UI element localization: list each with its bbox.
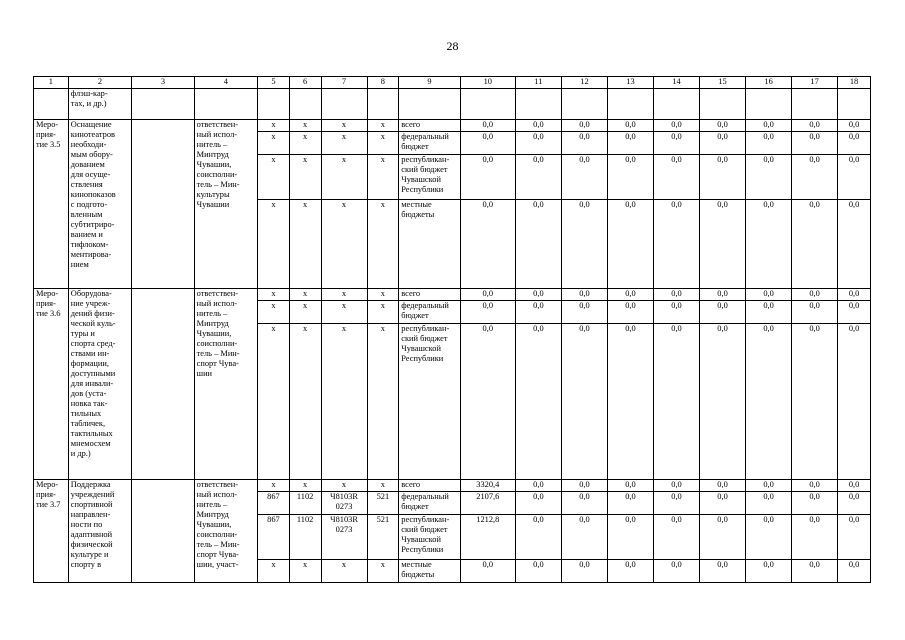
event-name: Поддержка учреждений спортивной направлен- ности по адаптивной физической культуре и спорту в xyxy=(68,480,131,583)
funding-source: федеральный бюджет xyxy=(399,492,460,515)
value-col-18: 0,0 xyxy=(838,324,871,480)
value-col-14: 0,0 xyxy=(653,324,699,480)
value-col-16: 0,0 xyxy=(746,324,792,480)
value-col-13: 0,0 xyxy=(607,324,653,480)
value-col-18: 0,0 xyxy=(838,301,871,324)
column-header-4: 4 xyxy=(194,77,257,89)
expense-code: 521 xyxy=(367,515,399,560)
value-col-17: 0,0 xyxy=(792,324,838,480)
empty-cell-3 xyxy=(132,480,194,583)
event-name: Оборудова- ние учреж- дений физи- ческой куль- туры и спорта сред- ствами ин- формации, доступными для инвали- дов (уста- новка так- тильных табличек, тактильных мнемосхем и др.) xyxy=(68,289,131,480)
value-col-11: 0,0 xyxy=(515,301,561,324)
executor: ответствен- ный испол- нитель – Минтруд Чувашии, соисполни- тель – Мин- спорт Чува- шии, участ- xyxy=(194,480,257,583)
value-col-16: 0,0 xyxy=(746,480,792,492)
grbs-code: х xyxy=(258,132,290,155)
value-col-16: 0,0 xyxy=(746,301,792,324)
funding-source: республикан- ский бюджет Чувашской Республики xyxy=(399,324,460,480)
value-col-10: 1212,8 xyxy=(460,515,515,560)
value-col-11: 0,0 xyxy=(515,120,561,132)
value-col-11: 0,0 xyxy=(515,560,561,583)
column-header-1: 1 xyxy=(34,77,69,89)
value-col-15: 0,0 xyxy=(700,515,746,560)
value-col-16: 0,0 xyxy=(746,200,792,289)
value-col-15: 0,0 xyxy=(700,324,746,480)
value-col-14: 0,0 xyxy=(653,492,699,515)
value-col-10: 3320,4 xyxy=(460,480,515,492)
value-col-17: 0,0 xyxy=(792,492,838,515)
funding-source: республикан- ский бюджет Чувашской Республики xyxy=(399,155,460,200)
column-header-18: 18 xyxy=(838,77,871,89)
column-header-3: 3 xyxy=(132,77,194,89)
value-col-11: 0,0 xyxy=(515,200,561,289)
funding-source: федеральный бюджет xyxy=(399,301,460,324)
value-col-11: 0,0 xyxy=(515,492,561,515)
value-col-14: 0,0 xyxy=(653,120,699,132)
value-col-13: 0,0 xyxy=(607,492,653,515)
event-number: Меро- прия- тие 3.6 xyxy=(34,289,69,480)
value-col-12: 0,0 xyxy=(561,132,607,155)
expense-code: 521 xyxy=(367,492,399,515)
column-header-2: 2 xyxy=(68,77,131,89)
continuation-cell-1 xyxy=(34,89,69,120)
funding-source: всего xyxy=(399,120,460,132)
funding-source: всего xyxy=(399,289,460,301)
value-col-16: 0,0 xyxy=(746,155,792,200)
value-col-14: 0,0 xyxy=(653,132,699,155)
expense-code: х xyxy=(367,120,399,132)
value-col-14: 0,0 xyxy=(653,560,699,583)
value-col-11: 0,0 xyxy=(515,132,561,155)
value-col-12: 0,0 xyxy=(561,301,607,324)
value-col-12: 0,0 xyxy=(561,155,607,200)
value-col-10: 0,0 xyxy=(460,324,515,480)
value-col-11: 0,0 xyxy=(515,480,561,492)
value-col-17: 0,0 xyxy=(792,301,838,324)
event-name: Оснащение кинотеатров необходи- мым обору- дованием для осуще- ствления кинопоказов с подгото- вленным субтитриро- ванием и тифлоком- ментирова- нием xyxy=(68,120,131,289)
section-code: х xyxy=(289,155,321,200)
grbs-code: х xyxy=(258,480,290,492)
target-code: х xyxy=(321,560,367,583)
value-col-10: 2107,6 xyxy=(460,492,515,515)
section-code: х xyxy=(289,132,321,155)
funding-source: местные бюджеты xyxy=(399,200,460,289)
value-col-18: 0,0 xyxy=(838,560,871,583)
column-header-5: 5 xyxy=(258,77,290,89)
section-code: х xyxy=(289,289,321,301)
column-header-10: 10 xyxy=(460,77,515,89)
value-col-13: 0,0 xyxy=(607,120,653,132)
value-col-10: 0,0 xyxy=(460,155,515,200)
budget-table xyxy=(33,76,871,583)
executor: ответствен- ный испол- нитель – Минтруд Чувашии, соисполни- тель – Мин- спорт Чува- шии xyxy=(194,289,257,480)
expense-code: х xyxy=(367,301,399,324)
value-col-14: 0,0 xyxy=(653,155,699,200)
value-col-13: 0,0 xyxy=(607,132,653,155)
value-col-16: 0,0 xyxy=(746,515,792,560)
section-code: х xyxy=(289,120,321,132)
value-col-14: 0,0 xyxy=(653,301,699,324)
value-col-17: 0,0 xyxy=(792,515,838,560)
value-col-12: 0,0 xyxy=(561,200,607,289)
empty-cell-3 xyxy=(132,120,194,289)
column-header-6: 6 xyxy=(289,77,321,89)
value-col-15: 0,0 xyxy=(700,132,746,155)
funding-source: всего xyxy=(399,480,460,492)
expense-code: х xyxy=(367,324,399,480)
value-col-16: 0,0 xyxy=(746,120,792,132)
value-col-16: 0,0 xyxy=(746,132,792,155)
value-col-12: 0,0 xyxy=(561,492,607,515)
value-col-12: 0,0 xyxy=(561,480,607,492)
column-header-15: 15 xyxy=(700,77,746,89)
target-code: Ч8103R 0273 xyxy=(321,515,367,560)
grbs-code: 867 xyxy=(258,515,290,560)
target-code: х xyxy=(321,155,367,200)
section-code: х xyxy=(289,560,321,583)
empty-cell-3 xyxy=(132,289,194,480)
funding-source: республикан- ский бюджет Чувашской Республики xyxy=(399,515,460,560)
value-col-10: 0,0 xyxy=(460,132,515,155)
target-code: х xyxy=(321,324,367,480)
value-col-18: 0,0 xyxy=(838,289,871,301)
value-col-10: 0,0 xyxy=(460,560,515,583)
value-col-13: 0,0 xyxy=(607,560,653,583)
value-col-11: 0,0 xyxy=(515,155,561,200)
target-code: х xyxy=(321,200,367,289)
value-col-14: 0,0 xyxy=(653,289,699,301)
value-col-10: 0,0 xyxy=(460,200,515,289)
column-header-17: 17 xyxy=(792,77,838,89)
value-col-14: 0,0 xyxy=(653,480,699,492)
grbs-code: х xyxy=(258,200,290,289)
value-col-13: 0,0 xyxy=(607,301,653,324)
value-col-16: 0,0 xyxy=(746,492,792,515)
grbs-code: х xyxy=(258,289,290,301)
value-col-18: 0,0 xyxy=(838,132,871,155)
event-number: Меро- прия- тие 3.5 xyxy=(34,120,69,289)
value-col-10: 0,0 xyxy=(460,289,515,301)
target-code: х xyxy=(321,301,367,324)
section-code: 1102 xyxy=(289,515,321,560)
expense-code: х xyxy=(367,200,399,289)
column-header-12: 12 xyxy=(561,77,607,89)
value-col-17: 0,0 xyxy=(792,560,838,583)
value-col-18: 0,0 xyxy=(838,200,871,289)
column-header-8: 8 xyxy=(367,77,399,89)
column-header-14: 14 xyxy=(653,77,699,89)
target-code: х xyxy=(321,132,367,155)
value-col-12: 0,0 xyxy=(561,515,607,560)
value-col-11: 0,0 xyxy=(515,515,561,560)
value-col-15: 0,0 xyxy=(700,301,746,324)
expense-code: х xyxy=(367,289,399,301)
column-header-16: 16 xyxy=(746,77,792,89)
grbs-code: х xyxy=(258,120,290,132)
value-col-11: 0,0 xyxy=(515,289,561,301)
target-code: х xyxy=(321,289,367,301)
executor: ответствен- ный испол- нитель – Минтруд Чувашии, соисполни- тель – Мин- культуры Чувашии xyxy=(194,120,257,289)
value-col-12: 0,0 xyxy=(561,560,607,583)
value-col-18: 0,0 xyxy=(838,492,871,515)
grbs-code: х xyxy=(258,560,290,583)
value-col-15: 0,0 xyxy=(700,200,746,289)
section-code: х xyxy=(289,324,321,480)
value-col-13: 0,0 xyxy=(607,200,653,289)
grbs-code: х xyxy=(258,155,290,200)
expense-code: х xyxy=(367,132,399,155)
value-col-18: 0,0 xyxy=(838,515,871,560)
grbs-code: 867 xyxy=(258,492,290,515)
expense-code: х xyxy=(367,560,399,583)
value-col-17: 0,0 xyxy=(792,155,838,200)
value-col-14: 0,0 xyxy=(653,515,699,560)
grbs-code: х xyxy=(258,324,290,480)
table-row xyxy=(34,289,871,301)
value-col-13: 0,0 xyxy=(607,289,653,301)
value-col-12: 0,0 xyxy=(561,289,607,301)
column-header-11: 11 xyxy=(515,77,561,89)
value-col-15: 0,0 xyxy=(700,289,746,301)
value-col-17: 0,0 xyxy=(792,120,838,132)
funding-source: местные бюджеты xyxy=(399,560,460,583)
section-code: х xyxy=(289,200,321,289)
value-col-17: 0,0 xyxy=(792,200,838,289)
target-code: х xyxy=(321,480,367,492)
value-col-18: 0,0 xyxy=(838,480,871,492)
value-col-10: 0,0 xyxy=(460,301,515,324)
table-row xyxy=(34,120,871,132)
expense-code: х xyxy=(367,480,399,492)
target-code: х xyxy=(321,120,367,132)
continuation-row xyxy=(34,89,871,120)
value-col-12: 0,0 xyxy=(561,324,607,480)
value-col-13: 0,0 xyxy=(607,515,653,560)
funding-source: федеральный бюджет xyxy=(399,132,460,155)
column-header-13: 13 xyxy=(607,77,653,89)
event-number: Меро- прия- тие 3.7 xyxy=(34,480,69,583)
value-col-15: 0,0 xyxy=(700,120,746,132)
column-header-7: 7 xyxy=(321,77,367,89)
section-code: х xyxy=(289,480,321,492)
value-col-17: 0,0 xyxy=(792,132,838,155)
value-col-17: 0,0 xyxy=(792,480,838,492)
value-col-15: 0,0 xyxy=(700,155,746,200)
expense-code: х xyxy=(367,155,399,200)
value-col-14: 0,0 xyxy=(653,200,699,289)
value-col-15: 0,0 xyxy=(700,480,746,492)
value-col-16: 0,0 xyxy=(746,289,792,301)
section-code: х xyxy=(289,301,321,324)
value-col-15: 0,0 xyxy=(700,492,746,515)
column-header-9: 9 xyxy=(399,77,460,89)
grbs-code: х xyxy=(258,301,290,324)
section-code: 1102 xyxy=(289,492,321,515)
continuation-name: флэш-кар- тах, и др.) xyxy=(68,89,131,120)
value-col-18: 0,0 xyxy=(838,155,871,200)
value-col-18: 0,0 xyxy=(838,120,871,132)
value-col-12: 0,0 xyxy=(561,120,607,132)
value-col-13: 0,0 xyxy=(607,155,653,200)
header-row xyxy=(34,77,871,89)
table-row xyxy=(34,480,871,492)
target-code: Ч8103R 0273 xyxy=(321,492,367,515)
value-col-15: 0,0 xyxy=(700,560,746,583)
value-col-11: 0,0 xyxy=(515,324,561,480)
value-col-16: 0,0 xyxy=(746,560,792,583)
value-col-13: 0,0 xyxy=(607,480,653,492)
value-col-10: 0,0 xyxy=(460,120,515,132)
page-number: 28 xyxy=(446,39,459,53)
table-body xyxy=(34,89,871,583)
value-col-17: 0,0 xyxy=(792,289,838,301)
